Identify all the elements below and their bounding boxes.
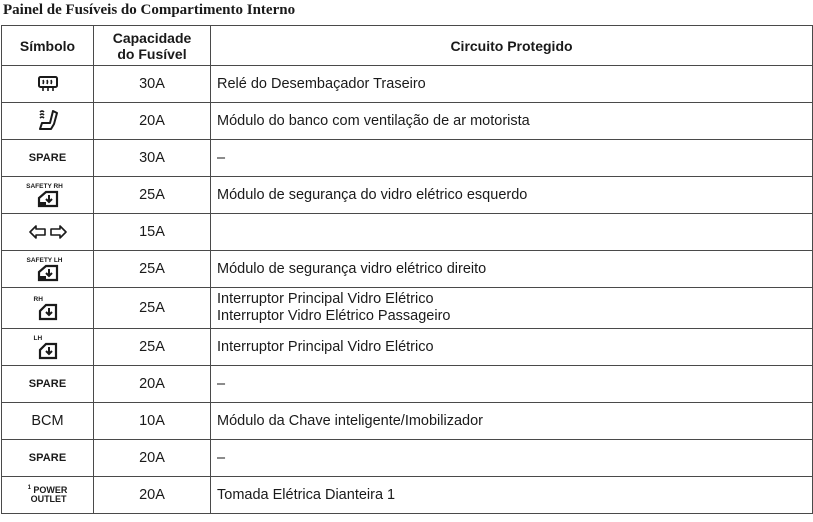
capacity-cell: 20A (94, 366, 211, 403)
capacity-cell: 20A (94, 103, 211, 140)
power-outlet-label (28, 484, 68, 504)
header-circuit: Circuito Protegido (211, 26, 813, 66)
header-capacity-line2: do Fusível (117, 45, 187, 62)
symbol-label: SAFETY RH (26, 182, 63, 190)
symbol-group (33, 295, 58, 321)
fuse-table (1, 25, 813, 514)
capacity-cell: 20A (94, 440, 211, 477)
power-outlet-line1: POWER (33, 485, 68, 495)
capacity-cell: 30A (94, 66, 211, 103)
circuit-cell: Relé do Desembaçador Traseiro (211, 66, 813, 103)
circuit-cell (211, 288, 813, 329)
rear-defroster-icon (37, 76, 59, 92)
symbol-cell (2, 477, 94, 514)
symbol-label: RH (33, 295, 43, 303)
table-header-row (2, 26, 813, 66)
ventilated-seat-icon (37, 109, 59, 133)
capacity-cell: 10A (94, 403, 211, 440)
circuit-cell (211, 214, 813, 251)
symbol-label: SAFETY LH (26, 256, 63, 264)
symbol-cell (2, 288, 94, 329)
capacity-cell: 25A (94, 288, 211, 329)
symbol-cell: SPARE (2, 440, 94, 477)
symbol-cell (2, 66, 94, 103)
header-capacity (94, 26, 211, 66)
circuit-cell: Módulo de segurança vidro elétrico direito (211, 251, 813, 288)
table-row (2, 329, 813, 366)
table-row (2, 288, 813, 329)
symbol-cell (2, 251, 94, 288)
symbol-cell (2, 177, 94, 214)
symbol-cell (2, 214, 94, 251)
table-row (2, 66, 813, 103)
symbol-cell: BCM (2, 403, 94, 440)
circuit-cell: Tomada Elétrica Dianteira 1 (211, 477, 813, 514)
symbol-group (33, 334, 58, 360)
table-row (2, 477, 813, 514)
circuit-cell: – (211, 366, 813, 403)
header-symbol: Símbolo (2, 26, 94, 66)
symbol-group (26, 256, 63, 282)
circuit-cell: Módulo da Chave inteligente/Imobilizador (211, 403, 813, 440)
safety-window-icon (36, 190, 60, 208)
capacity-cell: 30A (94, 140, 211, 177)
circuit-cell: Módulo do banco com ventilação de ar motorista (211, 103, 813, 140)
table-row (2, 177, 813, 214)
turn-signal-arrows-icon (29, 225, 67, 239)
table-row (2, 214, 813, 251)
header-capacity-line1: Capacidade (112, 29, 192, 46)
circuit-cell: Módulo de segurança do vidro elétrico esquerdo (211, 177, 813, 214)
symbol-cell: SPARE (2, 366, 94, 403)
table-row (2, 440, 813, 477)
symbol-cell: SPARE (2, 140, 94, 177)
symbol-group (26, 182, 63, 208)
circuit-cell: – (211, 140, 813, 177)
symbol-cell (2, 103, 94, 140)
capacity-cell: 15A (94, 214, 211, 251)
circuit-cell: – (211, 440, 813, 477)
table-row (2, 403, 813, 440)
table-row (2, 103, 813, 140)
safety-window-icon (36, 264, 60, 282)
power-window-icon (38, 303, 58, 321)
table-row (2, 251, 813, 288)
symbol-cell (2, 329, 94, 366)
capacity-cell: 25A (94, 329, 211, 366)
circuit-cell: Interruptor Principal Vidro Elétrico (211, 329, 813, 366)
capacity-cell: 25A (94, 251, 211, 288)
table-row (2, 140, 813, 177)
table-row (2, 366, 813, 403)
power-outlet-line2: OUTLET (30, 494, 67, 504)
circuit-line: Interruptor Principal Vidro Elétrico (217, 291, 434, 307)
circuit-line: Interruptor Vidro Elétrico Passageiro (217, 308, 451, 324)
capacity-cell: 25A (94, 177, 211, 214)
symbol-label: LH (33, 334, 43, 342)
power-outlet-index: 1 (27, 485, 31, 491)
power-window-icon (38, 342, 58, 360)
capacity-cell: 20A (94, 477, 211, 514)
page-title: Painel de Fusíveis do Compartimento Interno (3, 2, 296, 18)
